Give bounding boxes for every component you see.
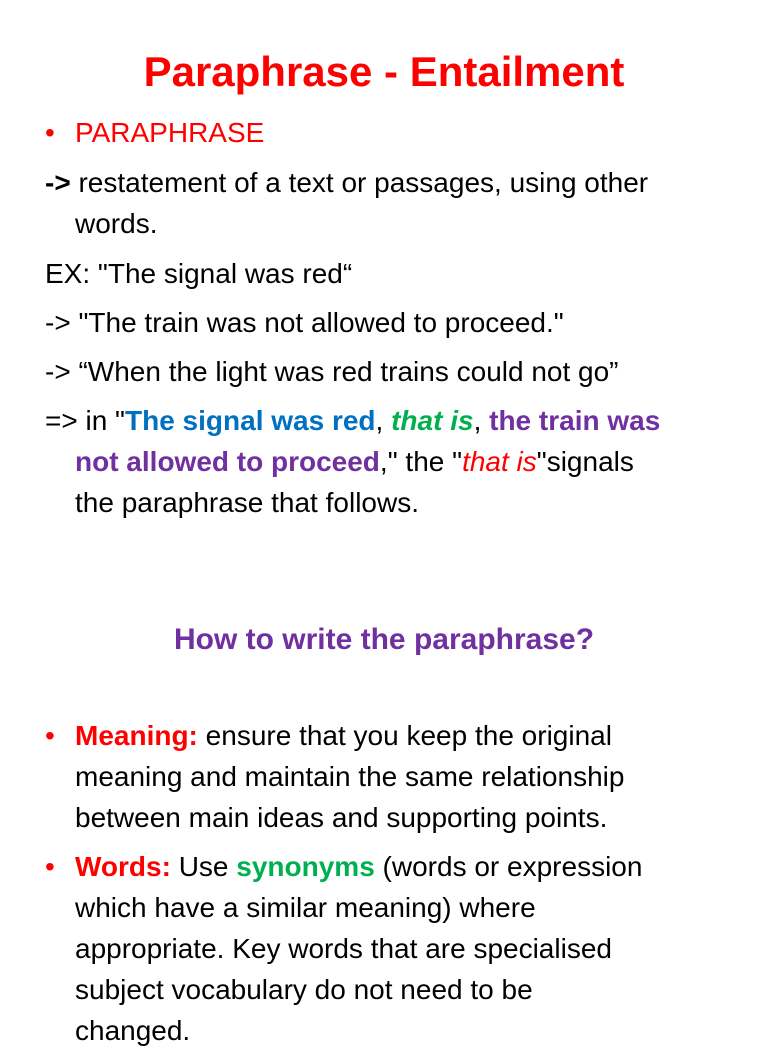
conclusion-space-2: [481, 405, 489, 436]
example-line: EX: "The signal was red“: [45, 258, 353, 289]
words-label: Words:: [75, 851, 171, 882]
words-line-5: changed.: [75, 1015, 191, 1046]
bullet-marker: •: [45, 117, 55, 148]
conclusion-blue-phrase: The signal was red: [125, 405, 376, 436]
meaning-line-1: [75, 715, 765, 756]
conclusion-mid: ," the ": [379, 446, 463, 477]
conclusion-space-1: [383, 405, 391, 436]
meaning-line-2: meaning and maintain the same relationship: [75, 761, 625, 792]
words-line-2: which have a similar meaning) where: [75, 892, 536, 923]
conclusion-red-phrase: that is: [462, 446, 537, 477]
paraphrase-heading: PARAPHRASE: [75, 117, 265, 148]
conclusion-end: "signals: [536, 446, 634, 477]
definition-text: restatement of a text or passages, using other: [70, 167, 649, 198]
conclusion-line-1: [45, 400, 735, 441]
arrow-line-1: -> "The train was not allowed to proceed.": [45, 307, 564, 338]
slide-title: Paraphrase - Entailment: [143, 48, 625, 95]
words-post: (words or expression: [374, 851, 643, 882]
definition-line: [45, 162, 735, 203]
definition-line-2: words.: [75, 208, 158, 239]
words-line-1: [75, 846, 765, 887]
meaning-label: Meaning:: [75, 720, 198, 751]
meaning-text: ensure that you keep the original: [197, 720, 612, 751]
words-line-4: subject vocabulary do not need to be: [75, 974, 533, 1005]
arrow-line-2: -> “When the light was red trains could not go”: [45, 356, 619, 387]
section-heading: How to write the paraphrase?: [173, 623, 595, 656]
words-pre: Use: [170, 851, 237, 882]
bullet-marker: •: [45, 851, 55, 882]
definition-arrow: ->: [45, 167, 71, 198]
conclusion-prefix: => in ": [45, 405, 125, 436]
meaning-line-3: between main ideas and supporting points.: [75, 802, 608, 833]
conclusion-purple-phrase-2: not allowed to proceed: [75, 446, 380, 477]
conclusion-comma-2: ,: [473, 405, 482, 436]
conclusion-green-phrase: that is: [391, 405, 474, 436]
words-line-3: appropriate. Key words that are specialised: [75, 933, 612, 964]
conclusion-line-3: the paraphrase that follows.: [75, 487, 419, 518]
conclusion-purple-phrase-1: the train was: [489, 405, 661, 436]
bullet-marker: •: [45, 720, 55, 751]
conclusion-comma-1: ,: [375, 405, 384, 436]
conclusion-line-2: [75, 441, 765, 482]
synonyms-term: synonyms: [236, 851, 375, 882]
